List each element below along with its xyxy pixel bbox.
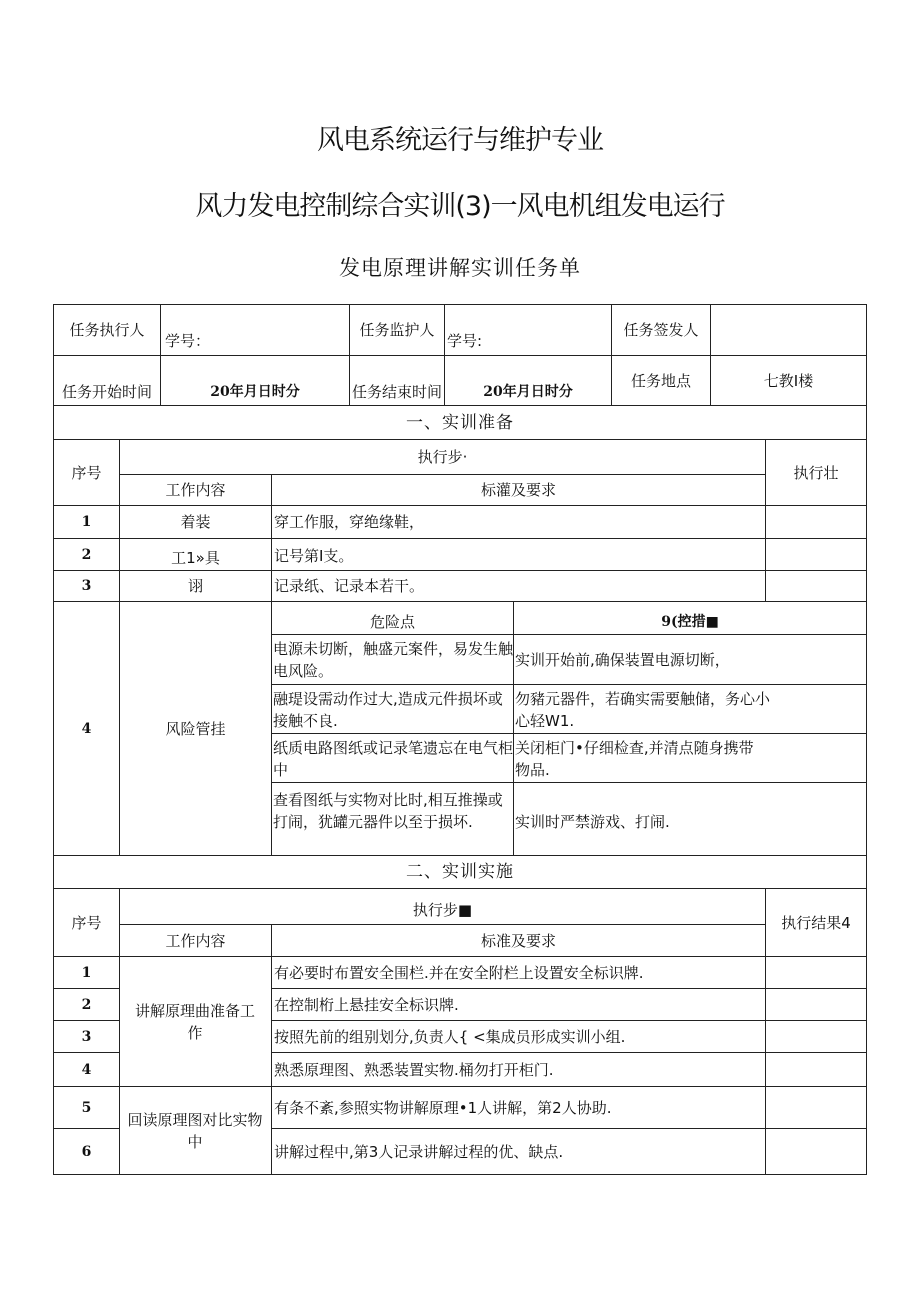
section-1-col-content: 工作内容 <box>165 481 226 499</box>
section-1-row-standard: 记号第I支。 <box>274 547 354 565</box>
section-1-row-index: 2 <box>81 546 92 563</box>
table-border <box>53 538 867 539</box>
risk-hazard-item: 纸质电路图纸或记录笔遗忘在电气柜中 <box>273 739 513 779</box>
section-2-row-standard: 有必要时布置安全围栏.并在安全附栏上设置安全标识牌. <box>274 963 644 982</box>
section-1-row-content: 诩 <box>187 577 203 595</box>
section-1-col-result: 执行壮 <box>793 463 839 482</box>
document-title-line2: 风力发电控制综合实训(3)一风电机组发电运行 <box>195 191 725 222</box>
location-value: 七教I楼 <box>763 372 814 390</box>
risk-hazard-header: 危险点 <box>369 613 415 631</box>
section-2-col-steps: 执行步■ <box>412 901 473 919</box>
risk-control-item: 实训开始前,确保装置电源切断， <box>515 650 730 669</box>
section-1-col-steps: 执行步· <box>417 448 468 466</box>
section-1-risk-index: 4 <box>81 720 92 737</box>
start-time-label: 任务开始时间 <box>61 383 152 401</box>
location-label: 任务地点 <box>630 372 691 390</box>
table-border <box>53 888 867 889</box>
section-1-title: 一、实训准备 <box>406 412 514 433</box>
risk-hazard-item: 电源未切断，触盛元案件，易发生触电风险。 <box>273 640 513 680</box>
start-time-value: 20年月日时分 <box>210 384 300 400</box>
section-1-row-content: 工1»具 <box>171 548 220 567</box>
section-2-row-standard: 有条不紊,参照实物讲解原理•1人讲解，第2人协助. <box>274 1098 612 1117</box>
end-time-value: 20年月日时分 <box>483 384 573 400</box>
risk-control-item: 勿豬元器件，若确实需要触储，务心小心轻W1. <box>515 690 771 730</box>
document-subtitle: 发电原理讲解实训任务单 <box>339 256 581 280</box>
section-1-row-content: 着装 <box>180 513 211 531</box>
section-2-row-index: 1 <box>81 964 92 981</box>
executor-label: 任务执行人 <box>69 321 145 339</box>
section-2-row-index: 4 <box>81 1061 92 1078</box>
section-2-row-index: 3 <box>81 1028 92 1045</box>
risk-control-item: 关闭柜门•仔细检查,并清点随身携带物品. <box>515 739 754 779</box>
supervisor-id-label: 学号: <box>447 332 483 350</box>
section-1-row-index: 3 <box>81 578 92 594</box>
section-1-row-index: 1 <box>81 514 92 530</box>
section-2-col-standard: 标准及要求 <box>480 931 556 950</box>
risk-hazard-item: 查看图纸与实物对比时,相互推操或打闹，犹罐元器件以至于损坏. <box>273 791 503 831</box>
risk-control-header: 9(控措■ <box>661 614 719 630</box>
section-2-row-standard: 讲解过程中,第3人记录讲解过程的优、缺点. <box>274 1142 564 1161</box>
risk-hazard-item: 融瑅设需动作过大,造成元件损坏或接触不良. <box>273 690 503 730</box>
table-border <box>53 355 867 356</box>
section-2-row-index: 6 <box>81 1143 92 1160</box>
task-sheet-table <box>53 304 867 1175</box>
document-title-line1: 风电系统运行与维护专业 <box>317 125 603 156</box>
issuer-value <box>711 316 866 344</box>
section-2-row-standard: 在控制桁上悬挂安全标识牌. <box>274 995 459 1014</box>
section-1-row-standard: 穿工作服，穿绝缘鞋， <box>274 513 425 531</box>
section-2-group-prep: 讲解原理曲准备工作 <box>134 1001 255 1042</box>
section-2-col-result: 执行结果4 <box>781 913 851 932</box>
end-time-label: 任务结束时间 <box>351 383 442 401</box>
table-border <box>53 1174 867 1175</box>
executor-id-label: 学号： <box>165 332 211 350</box>
section-2-row-index: 2 <box>81 996 92 1013</box>
section-2-group-compare: 回读原理图对比实物中 <box>127 1111 263 1151</box>
section-1-row-standard: 记录纸、记录本若干。 <box>274 577 425 595</box>
issuer-label: 任务签发人 <box>623 321 699 339</box>
section-2-row-standard: 熟悉原理图、熟悉装置实物.桶勿打开柜门. <box>274 1060 554 1079</box>
section-2-col-content: 工作内容 <box>165 931 226 950</box>
section-1-col-index: 序号 <box>71 463 102 482</box>
section-2-row-index: 5 <box>81 1099 92 1116</box>
supervisor-label: 任务监护人 <box>359 321 435 339</box>
section-1-risk-content: 风险管挂 <box>165 719 226 738</box>
table-border <box>866 304 867 1175</box>
section-2-col-index: 序号 <box>71 913 102 932</box>
risk-control-item: 实训时严禁游戏、打闹. <box>515 813 670 831</box>
table-border <box>53 304 867 305</box>
section-2-row-standard: 按照先前的组别划分,负责人{ <集成员形成实训小组. <box>274 1027 626 1046</box>
section-1-col-standard: 标灌及要求 <box>480 481 556 499</box>
section-2-title: 二、实训实施 <box>406 862 514 882</box>
